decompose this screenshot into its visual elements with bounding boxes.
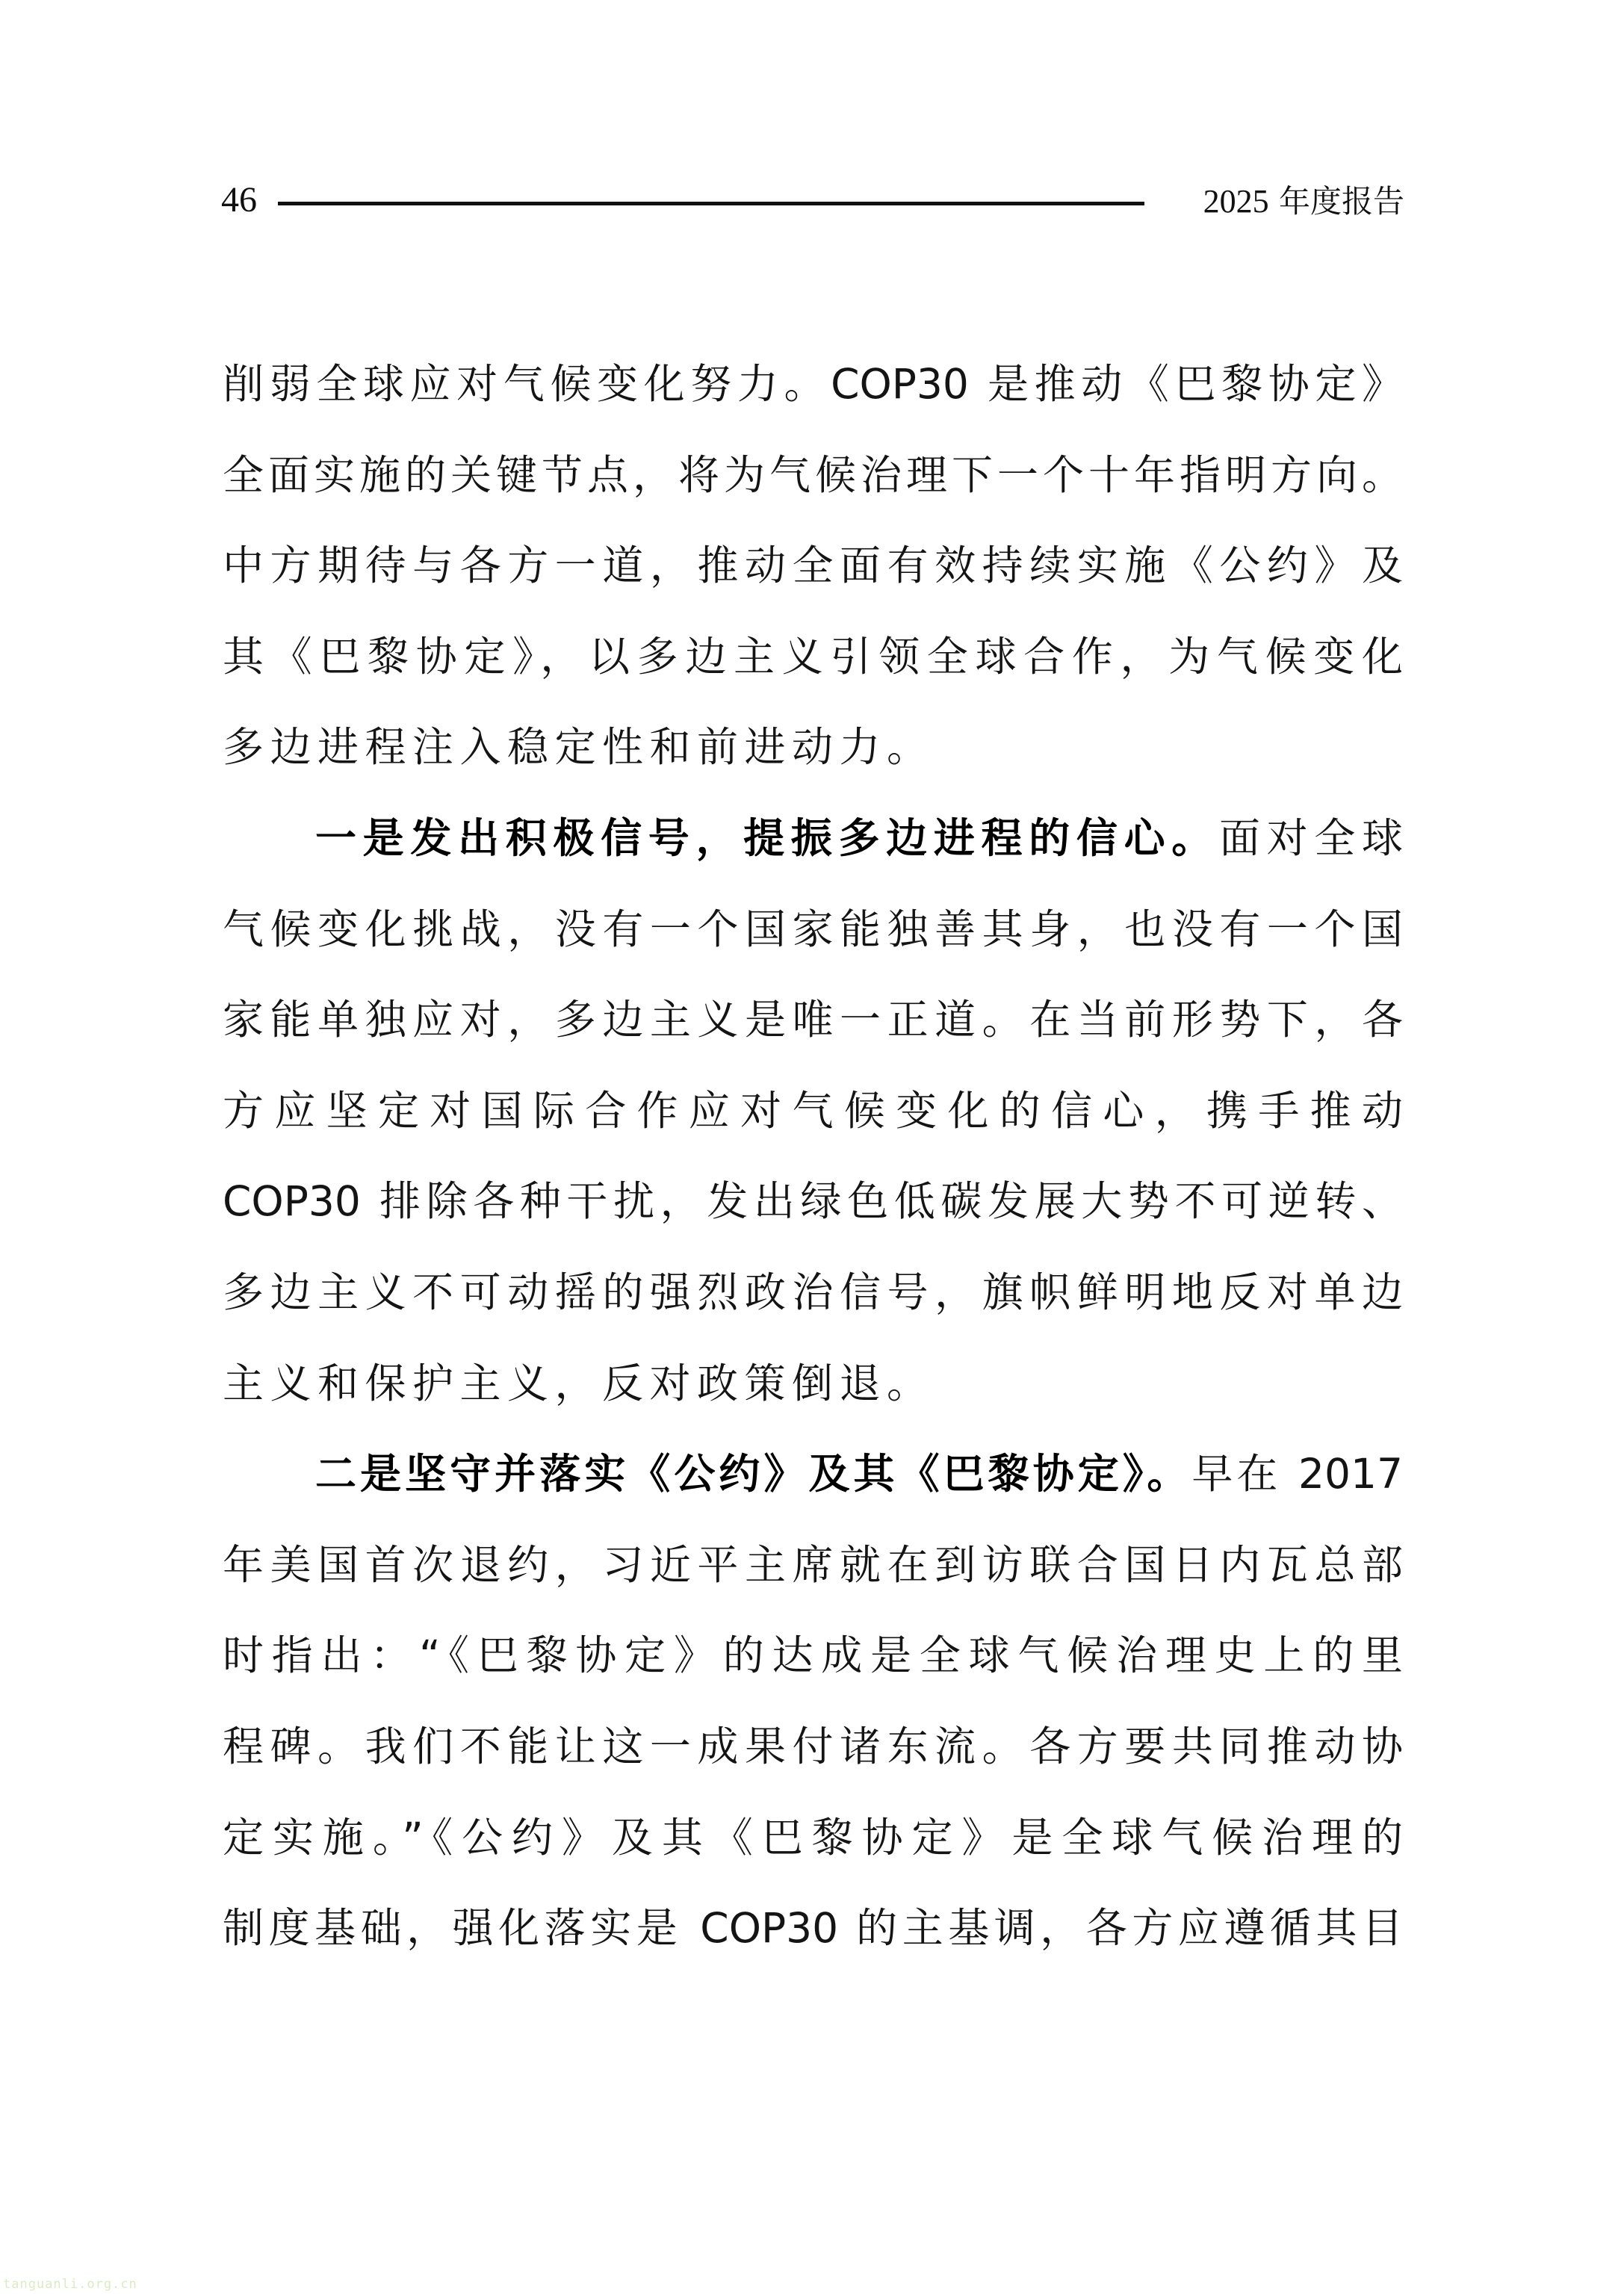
paragraph-heading: 一是发出积极信号，提振多边进程的信心。 <box>315 813 1219 862</box>
paragraph-3 <box>223 1429 1403 1974</box>
heading-continuation: 早在 2017 <box>1191 1450 1403 1498</box>
running-title-year: 2025 <box>1203 183 1269 220</box>
text-line: 家能单独应对，多边主义是唯一正道。在当前形势下，各 <box>223 996 1403 1044</box>
text-line: 方应坚定对国际合作应对气候变化的信心，携手推动 <box>223 1086 1403 1135</box>
paragraph-2 <box>223 793 1403 1429</box>
page-header <box>221 178 1404 223</box>
text-line: 制度基础，强化落实是 COP30 的主基调，各方应遵循其目 <box>223 1904 1403 1953</box>
text-line: 其《巴黎协定》，以多边主义引领全球合作，为气候变化 <box>223 632 1403 681</box>
text-line: 主义和保护主义，反对政策倒退。 <box>223 1359 935 1407</box>
paragraph-heading: 二是坚守并落实《公约》及其《巴黎协定》。 <box>315 1450 1192 1498</box>
text-line: 多边主义不可动摇的强烈政治信号，旗帜鲜明地反对单边 <box>223 1268 1403 1316</box>
text-line: 中方期待与各方一道，推动全面有效持续实施《公约》及 <box>223 542 1403 590</box>
body-text <box>223 339 1403 1974</box>
running-title-text: 年度报告 <box>1268 183 1404 220</box>
text-line <box>223 793 1403 884</box>
text-line: COP30 排除各种干扰，发出绿色低碳发展大势不可逆转、 <box>223 1177 1403 1226</box>
text-line: 程碑。我们不能让这一成果付诸东流。各方要共同推动协 <box>223 1722 1403 1770</box>
text-line: 年美国首次退约，习近平主席就在到访联合国日内瓦总部 <box>223 1540 1403 1589</box>
text-line: 全面实施的关键节点，将为气候治理下一个十年指明方向。 <box>223 450 1403 499</box>
header-rule <box>278 202 1144 205</box>
text-line <box>223 1429 1403 1520</box>
text-line: 削弱全球应对气候变化努力。COP30 是推动《巴黎协定》 <box>223 360 1403 408</box>
paragraph-1 <box>223 339 1403 793</box>
page-number: 46 <box>221 180 257 220</box>
text-line: 定实施。”《公约》及其《巴黎协定》是全球气候治理的 <box>223 1813 1403 1861</box>
running-title <box>1203 179 1404 224</box>
heading-continuation: 面对全球 <box>1218 813 1403 862</box>
text-line: 多边进程注入稳定性和前进动力。 <box>223 723 935 772</box>
watermark: tanguanli.org.cn <box>3 2277 137 2292</box>
text-line: 时指出：“《巴黎协定》的达成是全球气候治理史上的里 <box>223 1631 1403 1680</box>
text-line: 气候变化挑战，没有一个国家能独善其身，也没有一个国 <box>223 905 1403 953</box>
